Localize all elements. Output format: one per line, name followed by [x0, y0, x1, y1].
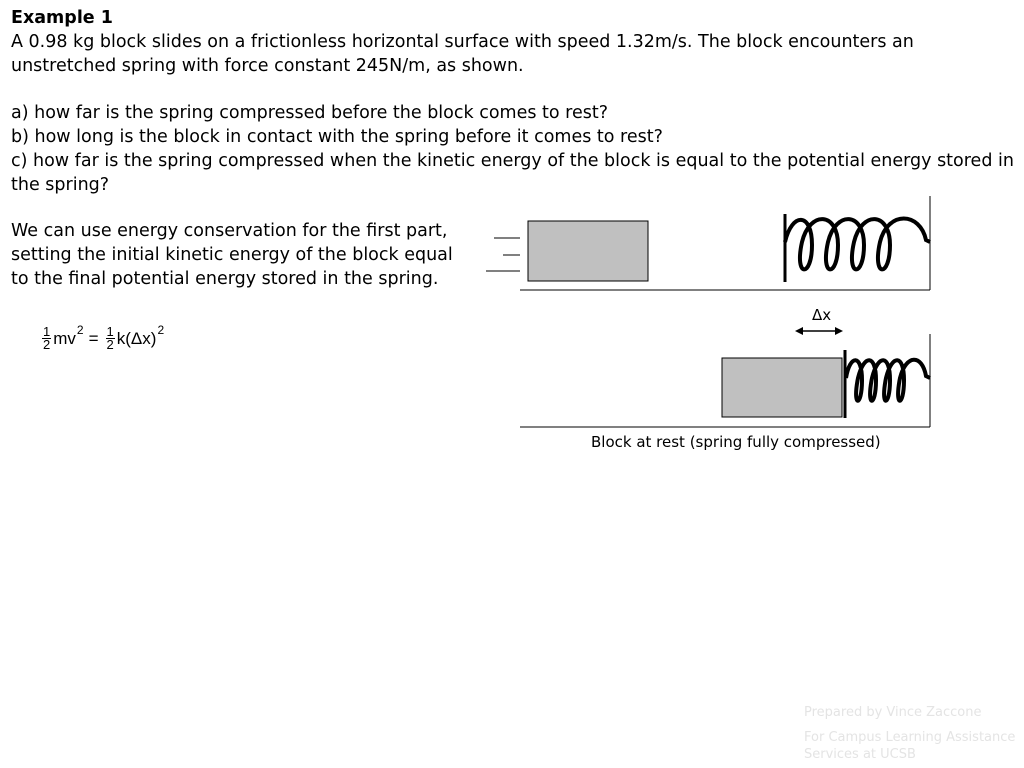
fraction-half-left: $\frac{1}{2}$	[43, 324, 51, 352]
scene-before	[486, 196, 930, 290]
block-at-rest	[722, 358, 842, 417]
equation-lhs-exponent: 2	[76, 322, 84, 337]
fraction-half-right: $\frac{1}{2}$	[106, 324, 114, 352]
spring-uncompressed	[785, 219, 930, 270]
question-part-c: c) how far is the spring compressed when the kinetic energy of the block is equal to the potential energy stored in the spring?	[11, 151, 1014, 195]
block-moving	[528, 221, 648, 281]
problem-statement: A 0.98 kg block slides on a frictionless horizontal surface with speed 1.32m/s. The block encounters an unstretched spring with force constant 245N/m, as shown.	[11, 32, 914, 76]
spring-compressed	[846, 360, 930, 401]
equals-sign: =	[88, 328, 99, 348]
slide-title: Example 1	[11, 8, 113, 28]
equation-rhs: k(Δx)	[116, 328, 157, 348]
credit-prepared-by: Prepared by Vince Zaccone	[804, 705, 982, 720]
question-part-a: a) how far is the spring compressed before the block comes to rest?	[11, 103, 608, 123]
delta-x-label: Δx	[812, 306, 832, 324]
equation-rhs-exponent: 2	[157, 322, 165, 337]
delta-x-arrowhead-left	[795, 327, 803, 335]
diagram-caption: Block at rest (spring fully compressed)	[591, 433, 881, 451]
credit-organization: For Campus Learning Assistance Services at UCSB	[804, 730, 1016, 762]
scene-after	[520, 334, 930, 427]
explanation-text: We can use energy conservation for the first part, setting the initial kinetic energy of the block equal to the final potential energy stored in the spring.	[11, 221, 453, 289]
question-part-b: b) how long is the block in contact with the spring before it comes to rest?	[11, 127, 663, 147]
delta-x-indicator	[795, 327, 843, 335]
equation-lhs: mv	[53, 328, 76, 348]
delta-x-arrowhead-right	[835, 327, 843, 335]
